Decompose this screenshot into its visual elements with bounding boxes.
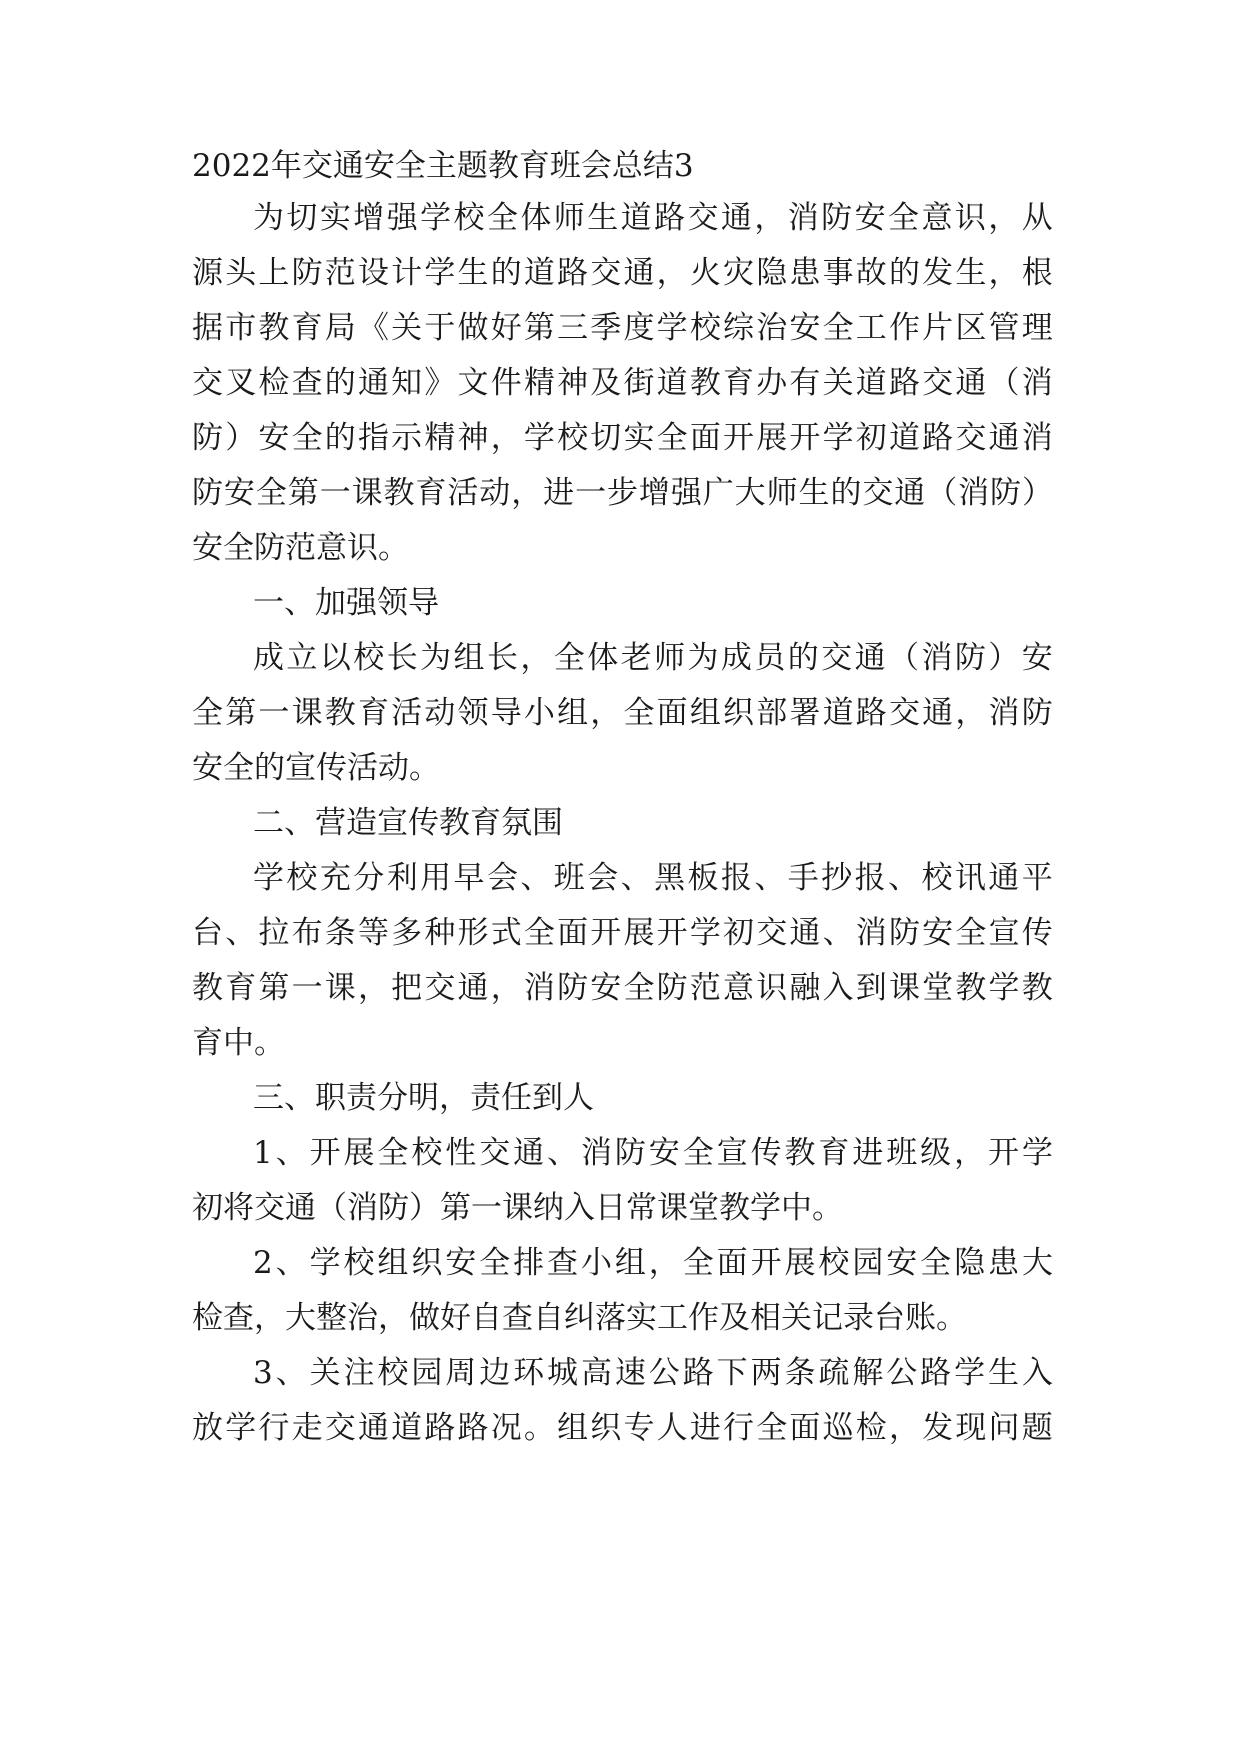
text-line: 防 ） 安 全 的 指 示 精 神 ， 学 校 切 实 全 面 开 展 开 学 初 道 路 交 通 消: [192, 420, 1053, 456]
text-line: 教 育 第 一 课 ， 把 交 通 ， 消 防 安 全 防 范 意 识 融 入 到 课 堂 教 学 教: [192, 970, 1053, 1006]
text-line: 3 、 关 注 校 园 周 边 环 城 高 速 公 路 下 两 条 疏 解 公 路 学 生 入: [253, 1355, 1053, 1391]
section-heading: 三、职责分明，责任到人: [253, 1080, 594, 1116]
text-line: 据 市 教 育 局 《 关 于 做 好 第 三 季 度 学 校 综 治 安 全 工 作 片 区 管 理: [192, 310, 1053, 346]
document-title: 2022年交通安全主题教育班会总结3: [192, 148, 694, 184]
section-heading: 一、加强领导: [253, 585, 439, 621]
text-line: 2 、 学 校 组 织 安 全 排 查 小 组 ， 全 面 开 展 校 园 安 全 隐 患 大: [253, 1245, 1053, 1281]
text-line: 防 安 全 第 一 课 教 育 活 动 ， 进 一 步 增 强 广 大 师 生 的 交 通 （ 消 防 ）: [192, 475, 1053, 511]
text-line: 安全的宣传活动。: [192, 750, 440, 786]
text-line: 成 立 以 校 长 为 组 长 ， 全 体 老 师 为 成 员 的 交 通 （ 消 防 ） 安: [253, 640, 1053, 676]
text-line: 为 切 实 增 强 学 校 全 体 师 生 道 路 交 通 ， 消 防 安 全 意 识 ， 从: [253, 200, 1053, 236]
text-line: 育中。: [192, 1025, 285, 1061]
text-line: 台 、 拉 布 条 等 多 种 形 式 全 面 开 展 开 学 初 交 通 、 消 防 安 全 宣 传: [192, 915, 1053, 951]
text-line: 学 校 充 分 利 用 早 会 、 班 会 、 黑 板 报 、 手 抄 报 、 校 讯 通 平: [253, 860, 1053, 896]
text-line: 源 头 上 防 范 设 计 学 生 的 道 路 交 通 ， 火 灾 隐 患 事 故 的 发 生 ， 根: [192, 255, 1053, 291]
text-line: 交 叉 检 查 的 通 知 》 文 件 精 神 及 街 道 教 育 办 有 关 道 路 交 通 （ 消: [192, 365, 1053, 401]
text-line: 全 第 一 课 教 育 活 动 领 导 小 组 ， 全 面 组 织 部 署 道 路 交 通 ， 消 防: [192, 695, 1053, 731]
section-heading: 二、营造宣传教育氛围: [253, 805, 563, 841]
text-line: 安全防范意识。: [192, 530, 409, 566]
text-line: 检查，大整治，做好自查自纠落实工作及相关记录台账。: [192, 1300, 967, 1336]
text-line: 初将交通（消防）第一课纳入日常课堂教学中。: [192, 1190, 843, 1226]
text-line: 放 学 行 走 交 通 道 路 路 况 。 组 织 专 人 进 行 全 面 巡 检 ， 发 现 问 题: [192, 1410, 1053, 1446]
text-line: 1 、 开 展 全 校 性 交 通 、 消 防 安 全 宣 传 教 育 进 班 级 ， 开 学: [253, 1135, 1053, 1171]
